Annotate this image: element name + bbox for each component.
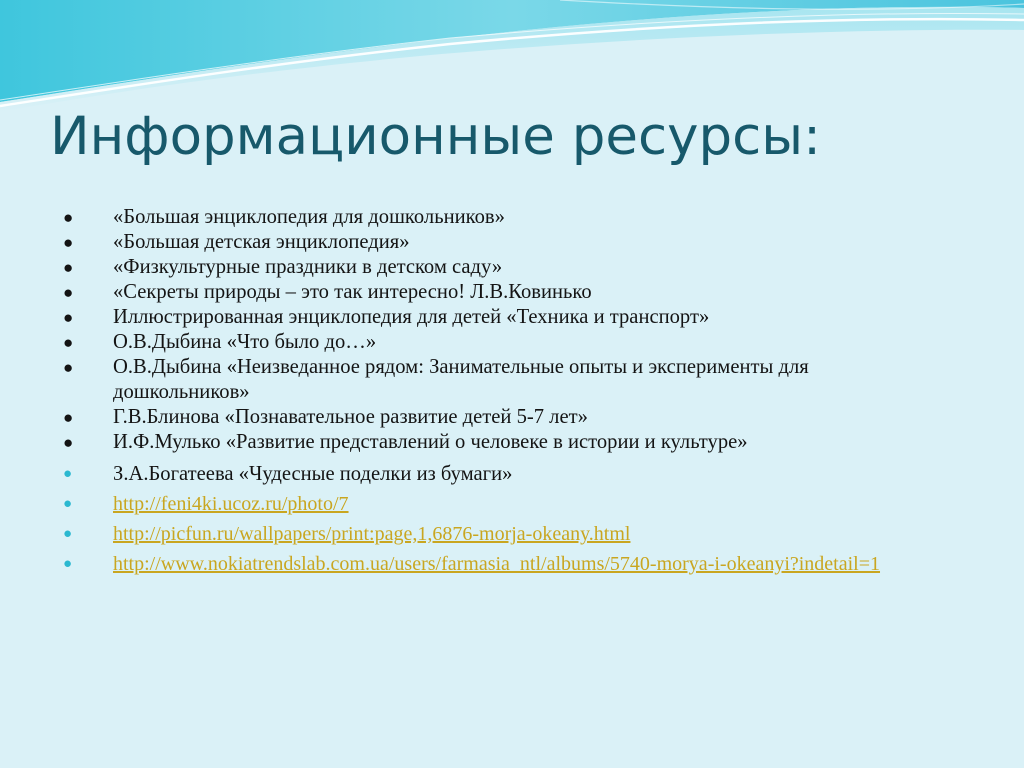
list-item	[60, 280, 960, 305]
list-item	[60, 330, 960, 355]
list-item-text: И.Ф.Мулько «Развитие представлений о человеке в истории и культуре»	[113, 431, 748, 453]
bullet-icon: ●	[63, 333, 74, 352]
list-item-text: «Большая детская энциклопедия»	[113, 231, 410, 253]
list-item-link	[60, 552, 983, 577]
bullet-icon: ●	[63, 496, 73, 512]
bullet-icon: ●	[63, 208, 74, 227]
list-item	[60, 230, 960, 255]
bullet-icon: ●	[63, 308, 74, 327]
list-item-text: Г.В.Блинова «Познавательное развитие детей 5-7 лет»	[113, 406, 588, 428]
resource-link[interactable]: http://picfun.ru/wallpapers/print:page,1,6876-morja-okeany.html	[113, 523, 631, 545]
resource-link[interactable]: http://feni4ki.ucoz.ru/photo/7	[113, 493, 349, 515]
resource-link[interactable]: http://www.nokiatrendslab.com.ua/users/farmasia_ntl/albums/5740-morya-i-okeanyi?indetail=1	[113, 553, 881, 575]
list-item-text: «Большая энциклопедия для дошкольников»	[113, 206, 505, 228]
bullet-icon: ●	[63, 283, 74, 302]
list-item-text: «Секреты природы – это так интересно! Л.В.Ковинько	[113, 281, 592, 303]
bullet-icon: ●	[63, 233, 74, 252]
wave-header-decoration	[0, 0, 1024, 120]
list-item	[60, 205, 960, 230]
list-item-text: Иллюстрированная энциклопедия для детей «Техника и транспорт»	[113, 306, 710, 328]
list-item-text: О.В.Дыбина «Неизведанное рядом: Занимательные опыты и эксперименты для дошкольников»	[113, 356, 809, 403]
list-item	[60, 462, 960, 487]
list-item	[60, 430, 960, 455]
list-item	[60, 305, 960, 330]
resource-list	[60, 205, 960, 577]
bullet-icon: ●	[63, 408, 74, 427]
list-item	[60, 255, 960, 280]
list-item-text: З.А.Богатеева «Чудесные поделки из бумаги»	[113, 463, 513, 485]
list-item-text: О.В.Дыбина «Что было до…»	[113, 331, 377, 353]
bullet-icon: ●	[63, 466, 73, 482]
bullet-icon: ●	[63, 433, 74, 452]
list-item	[60, 405, 960, 430]
list-item-text: «Физкультурные праздники в детском саду»	[113, 256, 503, 278]
bullet-icon: ●	[63, 556, 73, 572]
list-item-link	[60, 492, 960, 517]
slide-title: Информационные ресурсы:	[50, 106, 821, 167]
list-item-link	[60, 522, 960, 547]
bullet-icon: ●	[63, 526, 73, 542]
list-item	[60, 355, 833, 405]
bullet-icon: ●	[63, 258, 74, 277]
bullet-icon: ●	[63, 358, 74, 377]
